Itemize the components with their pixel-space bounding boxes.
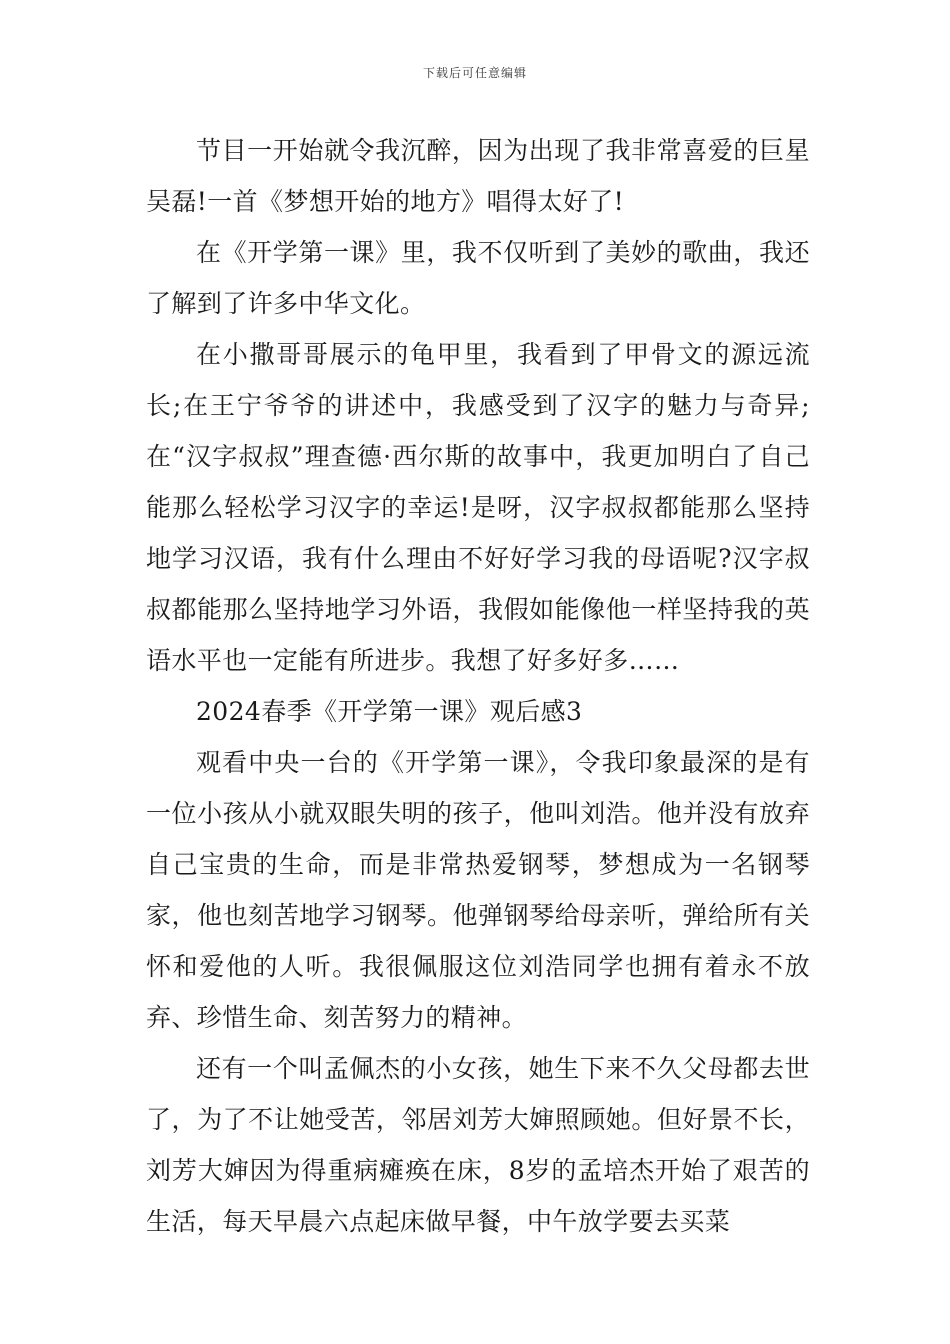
paragraph-4: 观看中央一台的《开学第一课》，令我印象最深的是有一位小孩从小就双眼失明的孩子，他叫刘浩。他并没有放弃自己宝贵的生命，而是非常热爱钢琴，梦想成为一名钢琴家，他也刻苦地学习钢琴。他弹钢琴给母亲听，弹给所有关怀和爱他的人听。我很佩服这位刘浩同学也拥有着永不放弃、珍惜生命、刻苦努力的精神。 (146, 748, 810, 1032)
section-heading: 2024春季《开学第一课》观后感3 (196, 697, 583, 726)
paragraph-3: 在小撒哥哥展示的龟甲里，我看到了甲骨文的源远流长;在王宁爷爷的讲述中，我感受到了汉字的魅力与奇异;在“汉字叔叔”理查德·西尔斯的故事中，我更加明白了自己能那么轻松学习汉字的幸运!是呀，汉字叔叔都能那么坚持地学习汉语，我有什么理由不好好学习我的母语呢?汉字叔叔都能那么坚持地学习外语，我假如能像他一样坚持我的英语水平也一定能有所进步。我想了好多好多…… (146, 340, 810, 675)
page-header: 下载后可任意编辑 (422, 66, 527, 80)
paragraph-1: 节目一开始就令我沉醉，因为出现了我非常喜爱的巨星吴磊!一首《梦想开始的地方》唱得太好了! (146, 136, 810, 216)
document-body (146, 125, 810, 1247)
paragraph-2: 在《开学第一课》里，我不仅听到了美妙的歌曲，我还了解到了许多中华文化。 (146, 238, 810, 318)
paragraph-5: 还有一个叫孟佩杰的小女孩，她生下来不久父母都去世了，为了不让她受苦，邻居刘芳大婶照顾她。但好景不长，刘芳大婶因为得重病瘫痪在床，8岁的孟培杰开始了艰苦的生活，每天早晨六点起床做早餐，中午放学要去买菜 (146, 1054, 810, 1236)
